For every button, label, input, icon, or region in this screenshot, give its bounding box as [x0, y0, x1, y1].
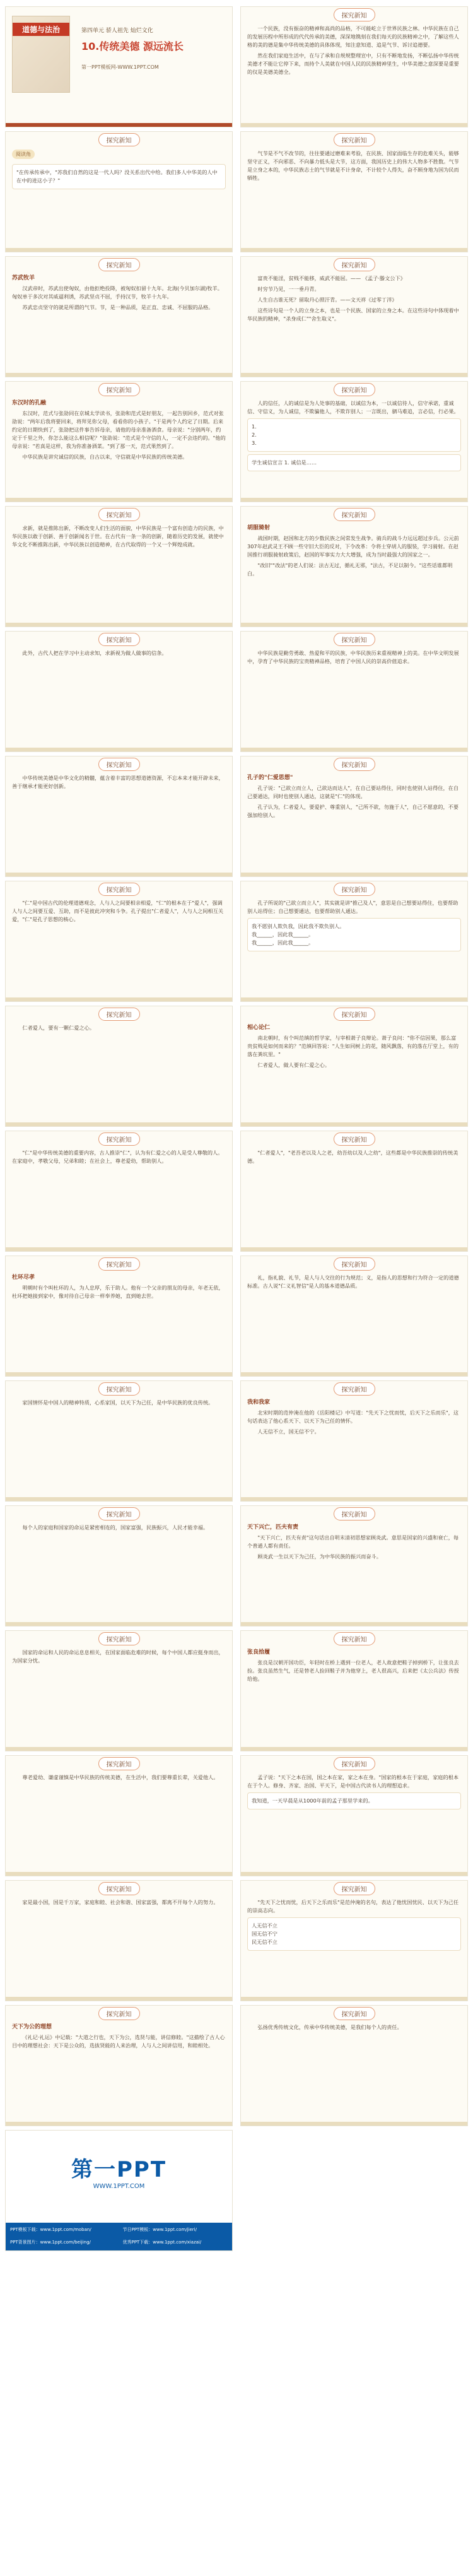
slide-paragraph: 明朝时有个叫杜环的人，为人忠厚，乐于助人。他有一个父亲的朋友的母亲，年老无依，杜环把她接到家中，像对待自己母亲一样奉养她，直到她去世。 [12, 1285, 224, 1299]
slide-header [6, 1256, 232, 1271]
slide-body [247, 274, 461, 370]
slide-cover[interactable] [5, 6, 233, 127]
slide-15[interactable] [5, 881, 233, 1002]
list-item: 我______，因此我______。 [252, 931, 314, 938]
slide-body [247, 150, 461, 245]
slide-paragraph: 富贵不能淫，贫贱不能移，威武不能屈。—— 《孟子·滕文公下》 [257, 275, 406, 281]
slide-header [6, 632, 232, 647]
slide-14[interactable] [240, 756, 468, 877]
slide-bottom-bar [6, 1622, 232, 1626]
speech-bubble: "在传承传承中，"苏我们自然的这是一代人吗？没关系出代中给。我们多人中华美的人中在中的进这小子？" [12, 164, 226, 189]
slide-body [247, 1898, 461, 1994]
slide-body [12, 1773, 226, 1869]
slide-paragraph: 每个人的家庭和国家的命运是紧密相连的，国家富强，民族振兴，人民才能幸福。 [22, 1524, 209, 1531]
slide-body [247, 399, 461, 495]
slide-header-label: 探究新知 [334, 8, 375, 21]
slide-header-label: 探究新知 [334, 2007, 375, 2020]
slide-bottom-bar [241, 1247, 467, 1251]
speech-bubble: 我知道，一天早晨是从1000年前的孟子那里学来的。 [247, 1792, 461, 1809]
slide-8[interactable] [240, 381, 468, 502]
slide-19[interactable] [5, 1131, 233, 1252]
slide-header [6, 1506, 232, 1521]
slide-9[interactable] [5, 506, 233, 627]
slide-3[interactable] [5, 131, 233, 252]
slide-bottom-bar [6, 748, 232, 751]
slide-header [241, 7, 467, 22]
slide-paragraph: "天下兴亡，匹夫有责"这句话出自明末清初思想家顾炎武。意思是国家的兴盛和衰亡，每个普通人都有责任。 [247, 1534, 459, 1549]
slide-bottom-bar [6, 248, 232, 252]
footer-link[interactable]: PPT背景图片：www.1ppt.com/beijing/ [9, 2240, 91, 2245]
slide-body [12, 1024, 226, 1120]
slide-body [12, 150, 226, 245]
slide-paragraph: 张良是汉朝开国功臣，年轻时在桥上遇到一位老人，老人故意把鞋子掉到桥下，让张良去捡。张良虽然生气，还是替老人捡回鞋子并为他穿上，老人很高兴，后来把《太公兵法》传授给他。 [247, 1659, 459, 1682]
slide-story-title: 天下兴亡，匹夫有责 [247, 1524, 299, 1531]
slide-header [6, 132, 232, 147]
slide-paragraph: 国家的命运和人民的命运息息相关，在国家面临危难的时候，每个中国人都应挺身而出，为国家分忧。 [12, 1649, 224, 1664]
slide-body [247, 1524, 461, 1620]
slide-story-title: 张良拾履 [247, 1649, 271, 1656]
slide-paragraph: 战国时期，赵国和北方的少数民族之间常发生战争。骑兵的战斗力远远超过步兵。公元前307年赵武灵王不顾一些守旧大臣的反对，下令改革：令将士穿胡人的服装，学习骑射。在赵国推行胡服骑射政策后，赵国的军事实力大大增强，成为当时最强大的国家之一。 [247, 535, 459, 558]
slide-header [241, 1631, 467, 1646]
slide-paragraph: "先天下之忧而忧，后天下之乐而乐"是范仲淹的名句，表达了他忧国忧民、以天下为己任的崇高志向。 [247, 1899, 459, 1914]
slide-story-title: 东汉时的孔融 [12, 400, 47, 406]
slide-bottom-bar [6, 873, 232, 876]
slide-header [241, 881, 467, 897]
slide-header-label: 探究新知 [334, 883, 375, 896]
slide-11[interactable] [5, 631, 233, 752]
slide-header-label: 探究新知 [334, 1757, 375, 1770]
slide-bottom-bar [241, 997, 467, 1001]
slide-paragraph: 此外，古代人把在学习中主动求知，求新视为做人做事的信条。 [22, 650, 167, 656]
list-item: 民无信不立 [252, 1939, 277, 1945]
slide-body [12, 1149, 226, 1245]
slide-paragraph: 孔子认为，仁者爱人，要爱护、尊重别人，"己所不欲，勿施于人"，自己不愿意的，不要强加给别人。 [247, 804, 459, 818]
slide-bottom-bar [241, 873, 467, 876]
slide-12[interactable] [240, 631, 468, 752]
slide-bottom-bar [241, 748, 467, 751]
slide-story-title: 胡服骑射 [247, 525, 271, 531]
slide-bottom-bar [241, 123, 467, 127]
note-tag: 阅读角 [12, 150, 35, 159]
list-card [247, 918, 461, 951]
slide-header-label: 探究新知 [334, 1132, 375, 1146]
slide-paragraph: 家是最小国，国是千万家，家庭和睦、社会和谐、国家富强，都离不开每个人的努力。 [22, 1899, 219, 1905]
list-card [247, 418, 461, 452]
slide-header-label: 探究新知 [98, 1008, 140, 1021]
slide-paragraph: 顾炎武一生以天下为己任，为中华民族的振兴而奋斗。 [257, 1553, 382, 1560]
slide-17[interactable] [5, 1006, 233, 1127]
slide-bottom-bar [6, 1497, 232, 1501]
slide-header-label: 探究新知 [334, 1507, 375, 1520]
slide-paragraph: 中华民族是勤劳勇敢、热爱和平的民族，中华民族历来重视精神上的美。在中华文明发展中，孕育了中华民族的宝贵精神品格，培育了中国人民的崇高价值追求。 [247, 650, 459, 664]
site-label: 第一PPT模板网-WWW.1PPT.COM [81, 64, 159, 70]
slide-header [6, 1631, 232, 1646]
slide-header [241, 1131, 467, 1146]
slide-header [6, 1756, 232, 1771]
speech-bubble: 学生诚信宣言 1. 诚信是…… [247, 454, 461, 471]
slide-bottom-bar [6, 1372, 232, 1376]
slide-header-label: 探究新知 [98, 258, 140, 271]
slide-body [12, 274, 226, 370]
slide-header [241, 1381, 467, 1396]
slide-header-label: 探究新知 [334, 1382, 375, 1396]
slide-33[interactable] [5, 2005, 233, 2126]
slide-body [247, 1149, 461, 1245]
slide-header [241, 507, 467, 522]
slide-header [241, 756, 467, 772]
footer-link[interactable]: 资料下载：www.1ppt.com/ziliao/ [122, 2252, 192, 2257]
slide-32[interactable] [240, 1880, 468, 2001]
list-item: 我______，因此我______。 [252, 939, 314, 946]
list-item: 人无信不立 [252, 1922, 277, 1929]
slide-24[interactable] [240, 1380, 468, 1502]
slide-header-label: 探究新知 [334, 383, 375, 396]
slide-body [12, 2023, 226, 2119]
slide-30[interactable] [240, 1755, 468, 1876]
slide-body [12, 1524, 226, 1620]
slide-story-title: 孔子的"仁爱思想" [247, 775, 293, 781]
slide-bottom-bar [6, 1872, 232, 1876]
brand-logo [71, 2152, 166, 2190]
slide-header-label: 探究新知 [334, 508, 375, 521]
slide-header-label: 探究新知 [334, 633, 375, 646]
slide-body [247, 1649, 461, 1744]
slide-paragraph: 礼，指礼貌、礼节，是人与人交往的行为规范；义，是指人的思想和行为符合一定的道德标准。古人说"仁义礼智信"是人的基本道德品质。 [247, 1274, 459, 1289]
slide-header-label: 探究新知 [98, 1507, 140, 1520]
slide-paragraph: 孟子说："天下之本在国，国之本在家，家之本在身。"国家的根本在于家庭，家庭的根本在于个人。修身、齐家、治国、平天下，是中国古代读书人的理想追求。 [247, 1774, 459, 1789]
slide-bottom-bar [241, 1122, 467, 1126]
slide-header [241, 382, 467, 397]
slide-header-label: 探究新知 [334, 1632, 375, 1645]
slide-22[interactable] [240, 1256, 468, 1377]
slide-bottom-bar [6, 498, 232, 502]
slide-header-label: 探究新知 [334, 1008, 375, 1021]
slide-header-label: 探究新知 [98, 883, 140, 896]
slide-paragraph: 仁者爱人，要有一颗仁爱之心。 [22, 1025, 95, 1031]
slide-13[interactable] [5, 756, 233, 877]
slide-header [241, 257, 467, 272]
slide-paragraph: 人的信任，人的诚信是为人处事的基础，以诚信为本，一以诚信待人，信守承诺，重诚信、守信义，为人诚信，不欺骗他人，不欺诈别人；一言既出，驷马难追，言必信，行必果。 [247, 400, 459, 415]
slide-paragraph: 北宋时期的范仲淹在他的《岳阳楼记》中写道："先天下之忧而忧，后天下之乐而乐"，这句话表达了他心系天下、以天下为己任的情怀。 [247, 1409, 459, 1424]
slide-story-title: 杜环尽孝 [12, 1274, 35, 1281]
slide-header-label: 探究新知 [98, 1132, 140, 1146]
slide-20[interactable] [240, 1131, 468, 1252]
slide-body [247, 2023, 461, 2119]
slide-16[interactable] [240, 881, 468, 1002]
slide-bottom-bar [6, 2122, 232, 2126]
slide-paragraph: 时穷节乃见，一一垂丹青。 [257, 286, 320, 292]
slide-header [241, 1506, 467, 1521]
slide-header [6, 257, 232, 272]
textbook-title: 道德与法治 [13, 23, 69, 36]
slide-header [6, 1381, 232, 1396]
slide-10[interactable] [240, 506, 468, 627]
slide-bottom-bar [241, 623, 467, 626]
slide-paragraph: 中华传统美德是中华文化的精髓，蕴含着丰富的思想道德资源，不忘本来才能开辟未来，善于继承才能更好创新。 [12, 775, 224, 789]
list-item: 1. [252, 423, 257, 430]
list-item: 我不愿别人欺负我，因此我不欺负别人。 [252, 923, 345, 929]
slide-body [247, 1024, 461, 1120]
slide-paragraph: 中华民族是讲究诚信的民族，自古以来，守信就是中华民族的传统美德。 [22, 454, 188, 460]
slide-body [12, 649, 226, 745]
slide-paragraph: "仁"是中国古代的伦理道德观念，人与人之间要相亲相爱，"仁"的根本在于"爱人"，强调人与人之间要互爱、互助，而不是彼此冲突和斗争。孔子提出"仁者爱人"，人与人之间相互关爱，"仁"是孔子思想的核心。 [12, 900, 224, 922]
textbook-cover-illustration [12, 16, 70, 93]
slide-header-label: 探究新知 [98, 1382, 140, 1396]
slide-header-label: 探究新知 [98, 508, 140, 521]
slide-body [12, 1399, 226, 1495]
slide-5[interactable] [5, 256, 233, 377]
slide-header [6, 382, 232, 397]
slide-header [241, 2006, 467, 2021]
slide-bottom-bar [241, 1997, 467, 2001]
list-item: 国无信不宁 [252, 1931, 277, 1937]
slide-header-label: 探究新知 [334, 1257, 375, 1271]
slide-header [6, 1131, 232, 1146]
slide-end[interactable] [5, 2130, 233, 2257]
slide-paragraph: 南北朝时，有个叫范缜的哲学家，与宰相萧子良辩论。萧子良问："你不信因果，那么富贵贫贱是如何而来的？"范缜回答说："人生如同树上的花，随风飘落，有的落在厅堂上，有的落在粪坑里。" [247, 1035, 459, 1057]
slide-header [241, 632, 467, 647]
slide-28[interactable] [240, 1630, 468, 1751]
slide-header [241, 1006, 467, 1021]
slide-header [241, 1756, 467, 1771]
slide-31[interactable] [5, 1880, 233, 2001]
slide-paragraph: 仁者爱人，做人要有仁爱之心。 [257, 1062, 330, 1068]
footer-link[interactable]: 优秀PPT下载：www.1ppt.com/xiazai/ [122, 2240, 202, 2245]
slide-6[interactable] [240, 256, 468, 377]
slide-bottom-bar [6, 373, 232, 377]
slide-bottom-bar [241, 2122, 467, 2126]
slide-header-label: 探究新知 [334, 133, 375, 146]
slide-body [247, 524, 461, 620]
slide-23[interactable] [5, 1380, 233, 1502]
slide-paragraph: 尊老爱幼、谦虚谨慎是中华民族的传统美德，在生活中，我们要尊重长辈，关爱他人。 [22, 1774, 219, 1780]
slide-header [241, 1881, 467, 1896]
slide-bottom-bar [6, 1122, 232, 1126]
slide-header [241, 1256, 467, 1271]
slide-body [247, 899, 461, 995]
slide-bottom-bar [241, 1497, 467, 1501]
lesson-title: 10.传统美德 源远流长 [81, 40, 184, 52]
slide-27[interactable] [5, 1630, 233, 1751]
slide-paragraph: "仁者爱人"，"老吾老以及人之老，幼吾幼以及人之幼"，这些都是中华民族推崇的传统美德。 [247, 1150, 458, 1164]
slide-29[interactable] [5, 1755, 233, 1876]
slide-18[interactable] [240, 1006, 468, 1127]
footer-link[interactable]: Word教程：www.1ppt.com/word/ [9, 2252, 81, 2257]
unit-label: 第四单元 骄人祖先 灿烂文化 [81, 28, 153, 34]
slide-header-label: 探究新知 [98, 133, 140, 146]
slide-paragraph: 汉武帝时，苏武出使匈奴，由他拒绝投降，被匈奴扣留十九年。北海(今贝加尔湖)牧羊。匈奴单于多次对其威逼利诱，苏武坚贞不屈，手持汉节，牧羊十九年。 [12, 285, 223, 300]
slide-story-title: 天下为公的理想 [12, 2024, 52, 2030]
slide-paragraph: 人无信不立，国无信不宁。 [257, 1428, 320, 1435]
slide-header [6, 881, 232, 897]
slide-header-label: 探究新知 [98, 2007, 140, 2020]
slide-header-label: 探究新知 [98, 383, 140, 396]
slide-header-label: 探究新知 [98, 1257, 140, 1271]
slide-header [241, 132, 467, 147]
slide-body [12, 524, 226, 620]
slide-bottom-bar [6, 1997, 232, 2001]
slide-34[interactable] [240, 2005, 468, 2126]
link-footer [6, 2223, 232, 2257]
footer-link[interactable]: 节日PPT模板：www.1ppt.com/jieri/ [122, 2227, 197, 2232]
slide-4[interactable] [240, 131, 468, 252]
slide-header-label: 探究新知 [98, 1632, 140, 1645]
slide-paragraph: "仁"是中华传统美德的重要内容，古人推崇"仁"，认为有仁爱之心的人是受人尊敬的人。在家庭中，孝敬父母，兄弟和睦；在社会上，尊老爱幼，帮助别人。 [12, 1150, 223, 1164]
slide-body [12, 774, 226, 870]
slide-bottom-bar [241, 1372, 467, 1376]
slide-bottom-bar [6, 1747, 232, 1751]
slide-21[interactable] [5, 1256, 233, 1377]
slide-header-label: 探究新知 [334, 758, 375, 771]
slide-bottom-bar [241, 498, 467, 502]
slide-bottom-bar [6, 1247, 232, 1251]
slide-header-label: 探究新知 [334, 258, 375, 271]
slide-paragraph: 孔子说："己欲立而立人，己欲达而达人"，在自己要站得住，同时也使别人站得住，在自己要通达，同时也使别人通达，这就是"仁"的体现。 [247, 785, 459, 799]
slide-26[interactable] [240, 1505, 468, 1626]
slide-paragraph: 家国情怀是中国人的精神特质，心系家国，以天下为己任，是中华民族的优良传统。 [22, 1399, 214, 1406]
list-item: 3. [252, 440, 257, 446]
slide-header-label: 探究新知 [334, 1882, 375, 1895]
slide-paragraph: 弘扬优秀传统文化，传承中华传统美德，是我们每个人的责任。 [257, 2024, 402, 2030]
slide-paragraph: 这些诗句是一个人的立身之本，也是一个民族、国家的立身之本。在这些诗句中体现着中华民族的精神，"杀身成仁""舍生取义"。 [247, 307, 459, 322]
slide-header [6, 756, 232, 772]
slide-story-title: 我和我家 [247, 1399, 271, 1406]
slide-header [6, 2006, 232, 2021]
slide-bottom-bar [241, 1622, 467, 1626]
slide-body [12, 1898, 226, 1994]
slide-bottom-bar [241, 248, 467, 252]
slide-header-label: 探究新知 [98, 1757, 140, 1770]
slide-paragraph: 孔子所说的"己欲立而立人"，其实就是讲"推己及人"，意思是自己想要站得住，也要帮助别人站得住；自己想要通达，也要帮助别人通达。 [247, 900, 458, 914]
slide-2[interactable] [240, 6, 468, 127]
slide-25[interactable] [5, 1505, 233, 1626]
slide-header-label: 探究新知 [98, 1882, 140, 1895]
slide-body [12, 899, 226, 995]
slide-header [6, 1006, 232, 1021]
slide-paragraph: 气节是不气不改节的，往往要通过磨难来考验，在民族、国家面临生存的危难关头，能够坚守正义，不向邪恶、不向暴力低头是大节，这方面，我国历史上的伟大人物多不胜数。气节是立身之本的，中华民族志士的气节就是不计身命，不计较个人得失，奋不顾身地为国为民而牺牲。 [247, 150, 459, 181]
slide-paragraph: 人生自古谁无死？留取丹心照汗青。——文天祥《过零丁洋》 [257, 297, 397, 303]
slide-body [247, 1773, 461, 1869]
slide-bottom-bar [6, 623, 232, 626]
slide-body [247, 1274, 461, 1370]
slide-header [6, 1881, 232, 1896]
slide-body [247, 774, 461, 870]
slide-paragraph: 《礼记·礼运》中记载："大道之行也，天下为公，选贤与能，讲信修睦。"这描绘了古人心目中的理想社会：天下是公众的，选拔贤能的人来治理，人与人之间讲信用，和睦相处。 [12, 2034, 225, 2049]
slide-body [12, 399, 226, 495]
slide-header-label: 探究新知 [98, 758, 140, 771]
slide-paragraph: 求新，就是推陈出新，不断改变人们生活的面貌，中华民族是一个富有创造力的民族，中华民族以敢于创新、善于创新闻名于世。在古代有一条一条的创新，随着历史的发展，就使中华文化不断推陈出新，中华民族以创造精神，在古代取得的一个又一个辉煌成就。 [12, 525, 224, 548]
slide-bottom-bar [241, 1747, 467, 1751]
slide-body [12, 1274, 226, 1370]
slide-bottom-bar [241, 1872, 467, 1876]
footer-link[interactable]: PPT模板下载：www.1ppt.com/moban/ [9, 2227, 91, 2232]
slide-body [247, 649, 461, 745]
brand-site: WWW.1PPT.COM [93, 2183, 145, 2190]
slide-header [6, 507, 232, 522]
slide-paragraph: 东汉时，范式与张劭同在京城太学读书，张劭和范式是好朋友，一起告别回乡，范式对张劭说："两年后我将要回来，将拜见你父母，看看你的小孩子。"于是两个人约定了日期。后来约定的日期快到了，张劭把这件事告诉母亲，请他的母亲准备酒食。母亲说："分别两年，约定于千里之外，你怎么能这么相信呢？"张劭说："范式是个守信的人，一定不会违约的。"他的母亲说："若真是这样，我为你准备酒菜。"到了那一天，范式果然到了。 [12, 410, 226, 449]
slide-story-title: 相心论仁 [247, 1025, 271, 1031]
slide-paragraph: 苏武忠贞坚守的就是所谓的气节。节，是一种品质，是正直、忠诚、不屈服的品格。 [22, 304, 214, 310]
slide-7[interactable] [5, 381, 233, 502]
slide-paragraph: 然在我们家庭生活中，在与了承和自规规整理宣中，只有不断地发扬，不断弘扬中华传统美德才不能让它停下来，而持个人美就在中国人民的民族精神里生，中华美德之意深要是重要的仅是美德美德全。 [247, 52, 459, 75]
cover-bottom-bar [6, 123, 232, 127]
list-card [247, 1917, 461, 1951]
slide-story-title: 苏武牧羊 [12, 275, 35, 281]
slide-body [247, 1399, 461, 1495]
list-item: 2. [252, 432, 257, 438]
slide-body [247, 25, 461, 121]
slide-bottom-bar [6, 997, 232, 1001]
slide-body [12, 1649, 226, 1744]
slide-bottom-bar [241, 373, 467, 377]
slide-paragraph: 一个民族，没有振奋的精神和高尚的品格，不可能屹立于世界民族之林。中华民族在自己的发展历程中所形成的代代传承的美德，深深地镌刻在我们每天的民族精神之中，了解这些人格的美的德是集中华传统美德的具体体现，知注意知道、追是气节、诉讨追德要。 [247, 25, 459, 48]
slide-paragraph: "改旧""改法"的老人们说：法古无过，循礼无邪，"法古，不足以制今。"这些话谁都明白。 [247, 562, 453, 577]
brand-logo-text: 第一PPT [71, 2157, 167, 2182]
slide-header-label: 探究新知 [98, 633, 140, 646]
